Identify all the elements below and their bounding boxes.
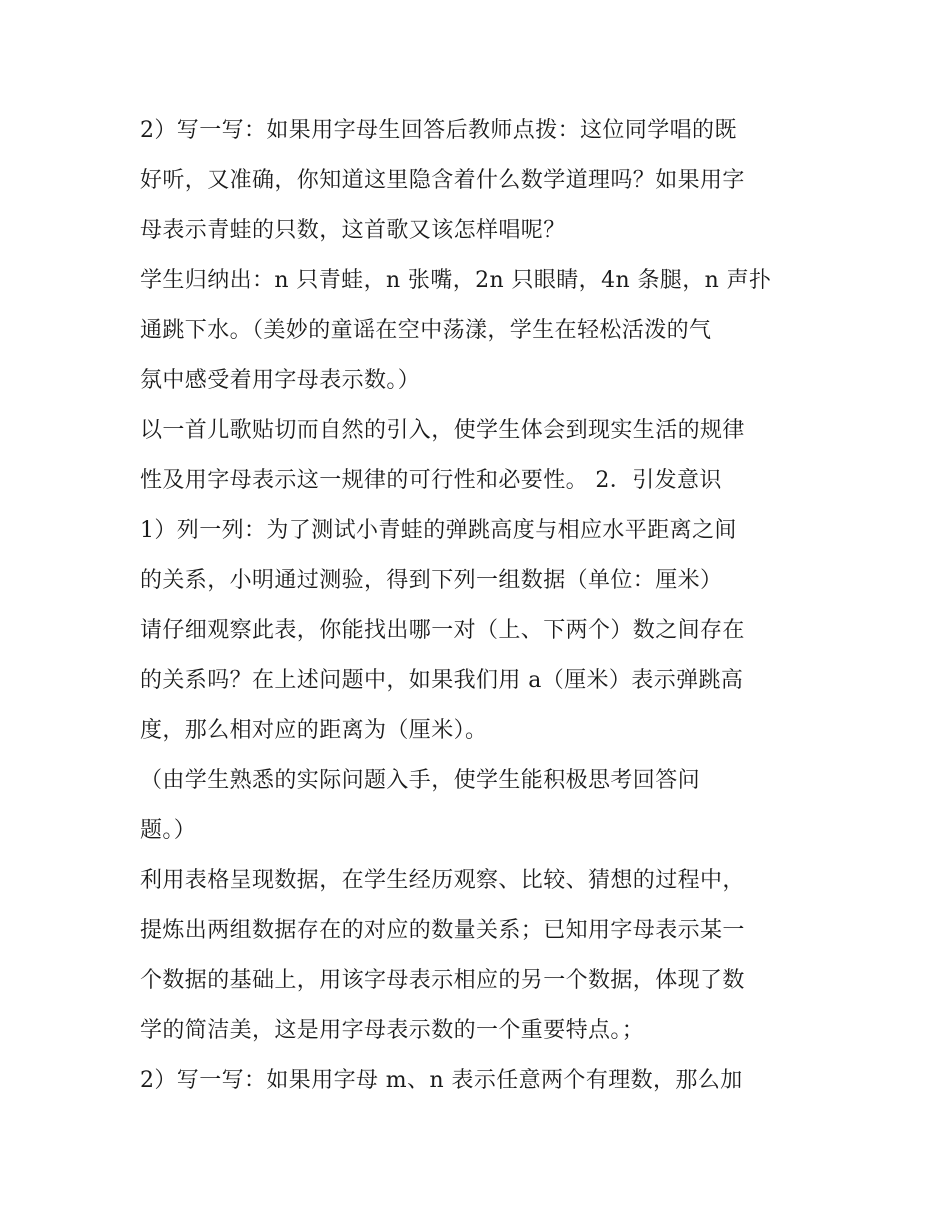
text-line-17: 提炼出两组数据存在的对应的数量关系；已知用字母表示某一 [140, 918, 745, 943]
text-line-10: 的关系，小明通过测验，得到下列一组数据（单位：厘米） [140, 568, 723, 593]
text-line-1: 2）写一写：如果用字母生回答后教师点拨：这位同学唱的既 [140, 118, 737, 143]
text-line-9: 1）列一列：为了测试小青蛙的弹跳高度与相应水平距离之间 [140, 518, 737, 543]
text-line-6: 氛中感受着用字母表示数。） [140, 368, 421, 393]
text-line-12: 的关系吗？在上述问题中，如果我们用 a（厘米）表示弹跳高 [140, 668, 744, 693]
text-line-11: 请仔细观察此表，你能找出哪一对（上、下两个）数之间存在 [140, 618, 745, 643]
text-line-19: 学的简洁美，这是用字母表示数的一个重要特点。； [140, 1018, 645, 1043]
text-line-16: 利用表格呈现数据，在学生经历观察、比较、猜想的过程中， [140, 868, 745, 893]
text-line-20: 2）写一写：如果用字母 m、n 表示任意两个有理数，那么加 [140, 1068, 743, 1093]
text-line-3: 母表示青蛙的只数，这首歌又该怎样唱呢？ [140, 218, 566, 243]
text-line-7: 以一首儿歌贴切而自然的引入，使学生体会到现实生活的规律 [140, 418, 745, 443]
text-line-18: 个数据的基础上，用该字母表示相应的另一个数据，体现了数 [140, 968, 745, 993]
text-line-13: 度，那么相对应的距离为（厘米）。 [140, 718, 488, 743]
text-line-4: 学生归纳出：n 只青蛙，n 张嘴，2n 只眼睛，4n 条腿，n 声扑 [140, 268, 772, 293]
text-line-15: 题。） [140, 818, 197, 843]
text-line-14: （由学生熟悉的实际问题入手，使学生能积极思考回答问 [140, 768, 701, 793]
text-line-5: 通跳下水。（美妙的童谣在空中荡漾，学生在轻松活泼的气 [140, 318, 712, 343]
text-line-2: 好听，又准确，你知道这里隐含着什么数学道理吗？如果用字 [140, 168, 745, 193]
text-line-8: 性及用字母表示这一规律的可行性和必要性。 2．引发意识 [140, 468, 722, 493]
